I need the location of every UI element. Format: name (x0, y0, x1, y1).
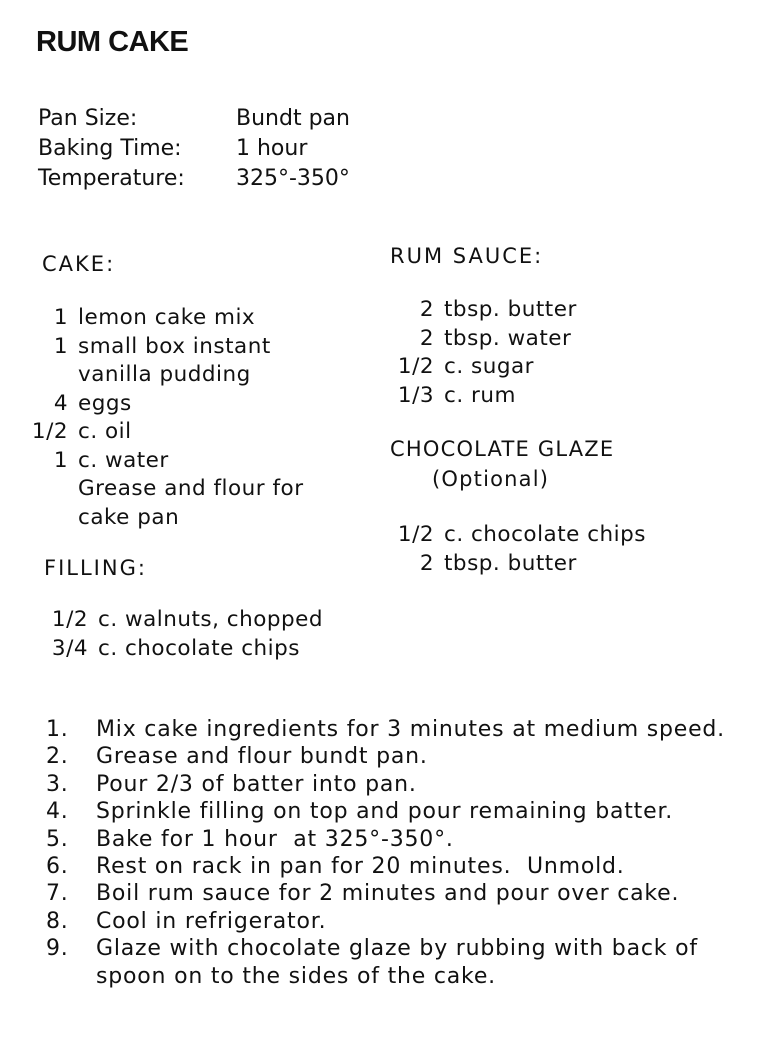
recipe-title: RUM CAKE (36, 26, 189, 58)
step-text: Mix cake ingredients for 3 minutes at medium speed. (96, 717, 725, 742)
ingredient-qty: 2 (419, 297, 434, 322)
chocolate-glaze-heading: CHOCOLATE GLAZE (390, 437, 615, 461)
temperature-row (38, 164, 350, 194)
ingredient-text: eggs (78, 390, 132, 416)
list-item (20, 418, 348, 447)
recipe-info (38, 104, 350, 194)
list-item (20, 447, 348, 476)
ingredient-text: small box instant vanilla pudding (78, 333, 271, 387)
ingredient-qty: 2 (419, 325, 434, 351)
step-text: Grease and flour bundt pan. (96, 744, 428, 770)
list-item (364, 550, 646, 579)
ingredient-qty: 1 (53, 333, 68, 359)
ingredient-text: c. walnuts, chopped (98, 607, 324, 632)
cake-heading: CAKE: (42, 252, 116, 276)
list-item (0, 606, 323, 635)
list-item (386, 382, 577, 411)
ingredient-qty: 1/2 (397, 354, 434, 379)
step-number: 8. (46, 908, 69, 934)
chocolate-glaze-subheading: (Optional) (432, 467, 550, 491)
list-item (0, 635, 323, 664)
instruction-step (46, 880, 756, 907)
instruction-step (46, 853, 756, 880)
pan-size-row (38, 104, 350, 134)
ingredient-text: c. water (78, 447, 169, 473)
ingredient-text: c. chocolate chips (98, 635, 300, 661)
list-item (386, 353, 577, 382)
list-item (386, 325, 577, 354)
step-number: 2. (46, 744, 69, 770)
ingredient-qty: 4 (53, 390, 68, 416)
baking-time-row (38, 134, 350, 164)
ingredient-qty: 1/2 (397, 522, 434, 547)
baking-time-value: 1 hour (236, 136, 308, 161)
ingredient-text: tbsp. butter (444, 297, 577, 322)
step-text: Pour 2/3 of batter into pan. (96, 771, 417, 797)
pan-size-label: Pan Size: (38, 106, 138, 131)
step-text: Bake for 1 hour at 325°-350°. (96, 826, 454, 852)
ingredient-text: c. rum (444, 382, 516, 408)
instruction-step (46, 716, 756, 743)
cake-ingredients (20, 304, 348, 532)
instruction-step (46, 743, 756, 770)
baking-time-label: Baking Time: (38, 136, 182, 161)
ingredient-text: tbsp. butter (444, 550, 577, 576)
list-item (20, 333, 348, 390)
ingredient-text: c. sugar (444, 354, 534, 379)
ingredient-text: Grease and flour for cake pan (78, 476, 304, 530)
ingredient-qty: 1/3 (397, 382, 434, 408)
filling-ingredients (0, 606, 323, 663)
list-item (20, 475, 348, 532)
step-text: Rest on rack in pan for 20 minutes. Unmold. (96, 854, 625, 880)
step-number: 7. (46, 881, 69, 907)
step-text: Cool in refrigerator. (96, 908, 327, 934)
step-text: Sprinkle filling on top and pour remaining batter. (96, 799, 674, 825)
temperature-value: 325°-350° (236, 166, 350, 191)
step-number: 6. (46, 854, 69, 880)
filling-heading: FILLING: (44, 556, 147, 580)
ingredient-text: c. chocolate chips (444, 522, 646, 547)
instruction-step (46, 935, 756, 990)
instruction-step (46, 826, 756, 853)
ingredient-qty: 1/2 (31, 419, 68, 444)
rum-sauce-heading: RUM SAUCE: (390, 244, 544, 268)
ingredient-qty: 3/4 (51, 635, 88, 661)
list-item (20, 390, 348, 419)
instruction-step (46, 908, 756, 935)
list-item (20, 304, 348, 333)
ingredient-qty: 1/2 (51, 607, 88, 632)
rum-sauce-ingredients (386, 296, 577, 410)
instruction-step (46, 798, 756, 825)
step-number: 3. (46, 771, 69, 797)
ingredient-text: tbsp. water (444, 325, 572, 351)
step-number: 9. (46, 936, 69, 962)
step-text: Glaze with chocolate glaze by rubbing with back of spoon on to the sides of the cake. (96, 936, 698, 989)
step-number: 5. (46, 826, 69, 852)
pan-size-value: Bundt pan (236, 106, 350, 131)
step-number: 1. (46, 717, 69, 742)
ingredient-qty: 1 (53, 305, 68, 330)
step-number: 4. (46, 799, 69, 825)
temperature-label: Temperature: (38, 166, 185, 191)
ingredient-text: lemon cake mix (78, 305, 256, 330)
step-text: Boil rum sauce for 2 minutes and pour over cake. (96, 881, 680, 907)
ingredient-qty (20, 475, 68, 532)
instruction-step (46, 771, 756, 798)
ingredient-text: c. oil (78, 419, 132, 444)
list-item (364, 521, 646, 550)
list-item (386, 296, 577, 325)
ingredient-qty: 2 (419, 550, 434, 576)
ingredient-qty: 1 (53, 447, 68, 473)
chocolate-glaze-ingredients (364, 521, 646, 578)
instructions-list (46, 716, 756, 990)
